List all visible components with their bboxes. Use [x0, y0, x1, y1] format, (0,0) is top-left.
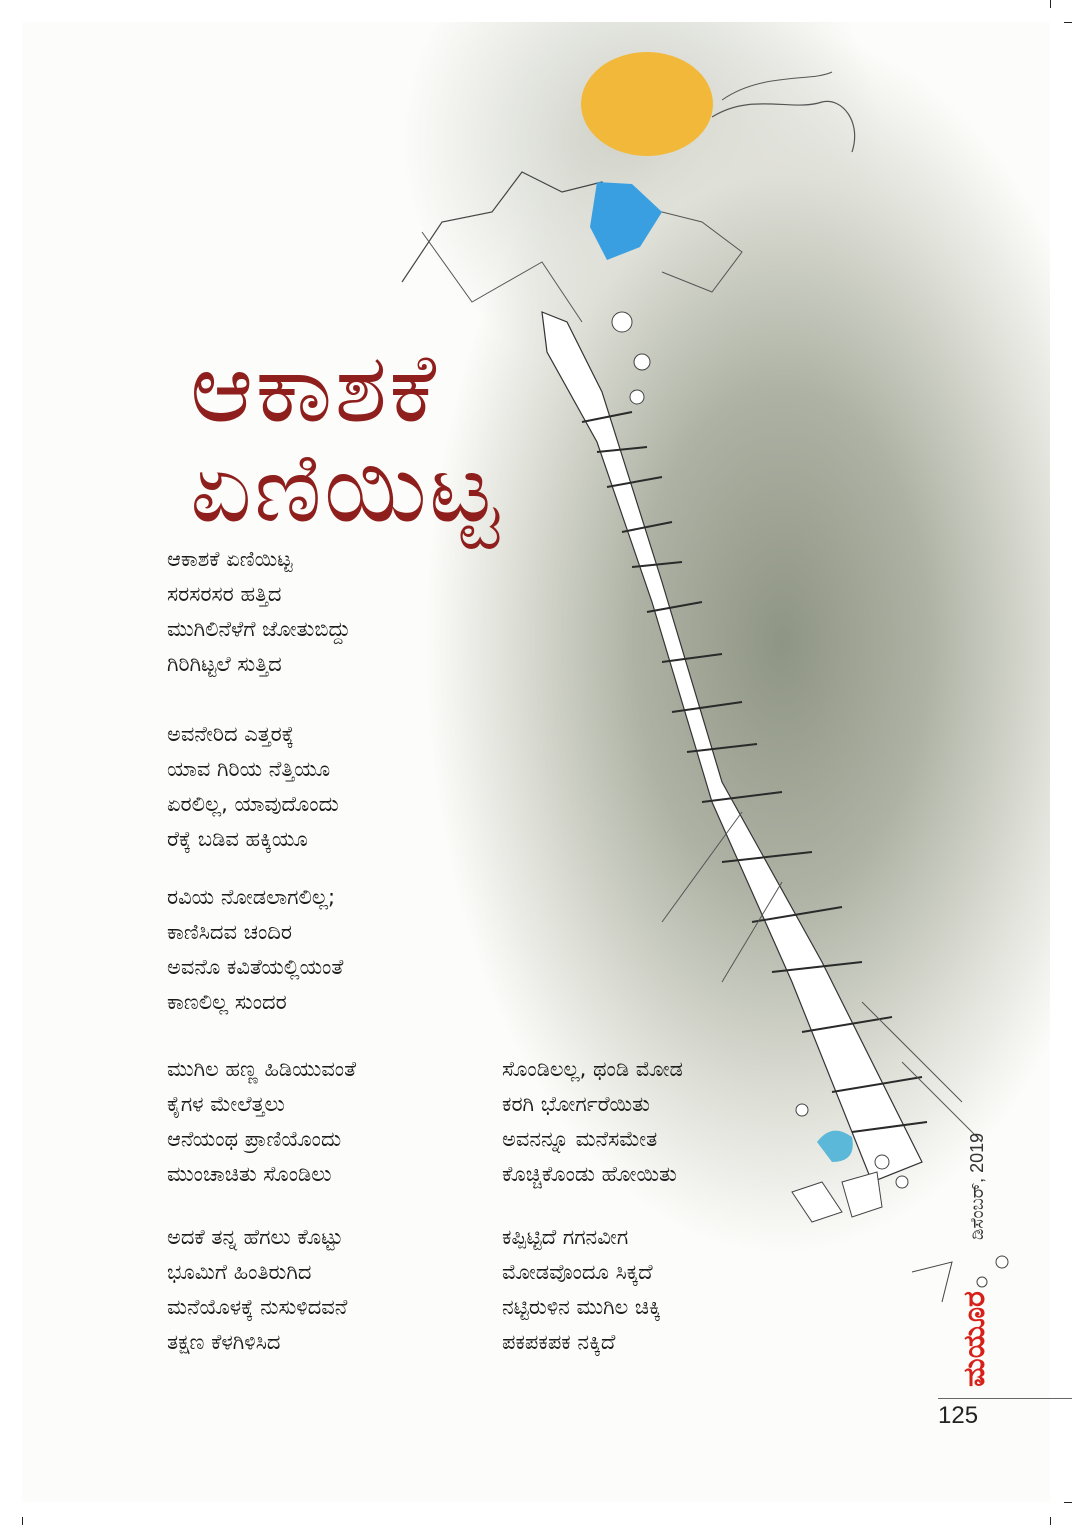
poem-line: ಕಾಣಲಿಲ್ಲ ಸುಂದರ [167, 990, 287, 1014]
crop-mark [1050, 1517, 1051, 1525]
issue-date: ಡಿಸೆಂಬರ್, 2019 [967, 1132, 987, 1240]
poem-line: ಅವನನ್ನೂ ಮನೆಸಮೇತ [502, 1127, 658, 1151]
svg-text:ಮಯೂರ: ಮಯೂರ [957, 1291, 992, 1387]
page-number-rule [938, 1398, 1072, 1399]
crop-mark [1064, 22, 1072, 23]
poem-line: ಸರಸರಸರ ಹತ್ತಿದ [167, 582, 282, 606]
sun-shape [581, 52, 713, 156]
crop-mark [1050, 0, 1051, 8]
poem-line: ಕರಗಿ ಭೋರ್ಗರೆಯಿತು [502, 1092, 650, 1116]
poem-line: ಆಕಾಶಕೆ ಏಣಿಯಿಟ್ಟ [167, 547, 293, 571]
poem-line: ಅವನೇರಿದ ಎತ್ತರಕ್ಕೆ [167, 722, 295, 746]
crop-mark [1064, 1502, 1072, 1503]
poem-line: ಕಾಣಿಸಿದವ ಚಂದಿರ [167, 920, 292, 944]
poem-line: ಅವನೊ ಕವಿತೆಯಲ್ಲಿಯಂತೆ [167, 955, 344, 979]
poem-line: ಮೋಡವೊಂದೂ ಸಿಕ್ಕದೆ [502, 1260, 653, 1284]
crop-mark [22, 1517, 23, 1525]
poem-line: ಅದಕೆ ತನ್ನ ಹೆಗಲು ಕೊಟ್ಟು [167, 1225, 343, 1249]
poem-line: ಮುಂಚಾಚಿತು ಸೊಂಡಿಲು [167, 1162, 332, 1186]
poem-line: ಸೊಂಡಿಲಲ್ಲ, ಥಂಡಿ ಮೋಡ [502, 1057, 683, 1081]
stanza [167, 717, 339, 857]
poem-line: ರೆಕ್ಕೆ ಬಡಿವ ಹಕ್ಕಿಯೂ [167, 827, 308, 851]
stanza [167, 542, 351, 682]
poem-title-line1: ಆಕಾಶಕೆ [190, 332, 439, 444]
poem-line: ಕಪ್ಪಿಟ್ಟಿದೆ ಗಗನವೀಗ [502, 1225, 629, 1249]
stanza [167, 1220, 347, 1360]
poem-line: ಪಕಪಕಪಕ ನಕ್ಕಿದೆ [502, 1330, 616, 1354]
poem-line: ಆನೆಯಂಥ ಪ್ರಾಣಿಯೊಂದು [167, 1127, 342, 1151]
poem-line: ನಟ್ಟಿರುಳಿನ ಮುಗಿಲ ಚಿಕ್ಕಿ [502, 1295, 661, 1319]
poem-line: ರವಿಯ ನೋಡಲಾಗಲಿಲ್ಲ; [167, 885, 336, 909]
poem-title-line2: ಏಣಿಯಿಟ್ಟ [190, 432, 501, 544]
page-number: 125 [938, 1402, 979, 1429]
stanza [502, 1052, 683, 1192]
kite-shape [590, 182, 662, 260]
poem-line: ಮುಗಿಲಿನೆಳೆಗೆ ಜೋತುಬಿದ್ದು [167, 617, 351, 641]
poem-line: ತಕ್ಷಣ ಕೆಳಗಿಳಿಸಿದ [167, 1330, 281, 1354]
poem-line: ಮುಗಿಲ ಹಣ್ಣ ಹಿಡಿಯುವಂತೆ [167, 1057, 357, 1081]
poem-line: ಕೊಚ್ಚಿಕೊಂಡು ಹೋಯಿತು [502, 1162, 677, 1186]
poem-line: ಏರಲಿಲ್ಲ, ಯಾವುದೊಂದು [167, 792, 339, 816]
magazine-page [22, 22, 1050, 1502]
poem-line: ಭೂಮಿಗೆ ಹಿಂತಿರುಗಿದ [167, 1260, 312, 1284]
magazine-logo [954, 1284, 994, 1394]
stanza [502, 1220, 661, 1360]
poem-line: ಗಿರಿಗಿಟ್ಟಲೆ ಸುತ್ತಿದ [167, 652, 282, 676]
stanza [167, 880, 343, 1020]
blue-puddle-shape [817, 1131, 853, 1162]
poem-line: ಮನೆಯೊಳಕ್ಕೆ ನುಸುಳಿದವನೆ [167, 1295, 348, 1319]
poem-line: ಕೈಗಳ ಮೇಲೆತ್ತಲು [167, 1092, 285, 1116]
poem-line: ಯಾವ ಗಿರಿಯ ನೆತ್ತಿಯೂ [167, 757, 331, 781]
stanza [167, 1052, 356, 1192]
